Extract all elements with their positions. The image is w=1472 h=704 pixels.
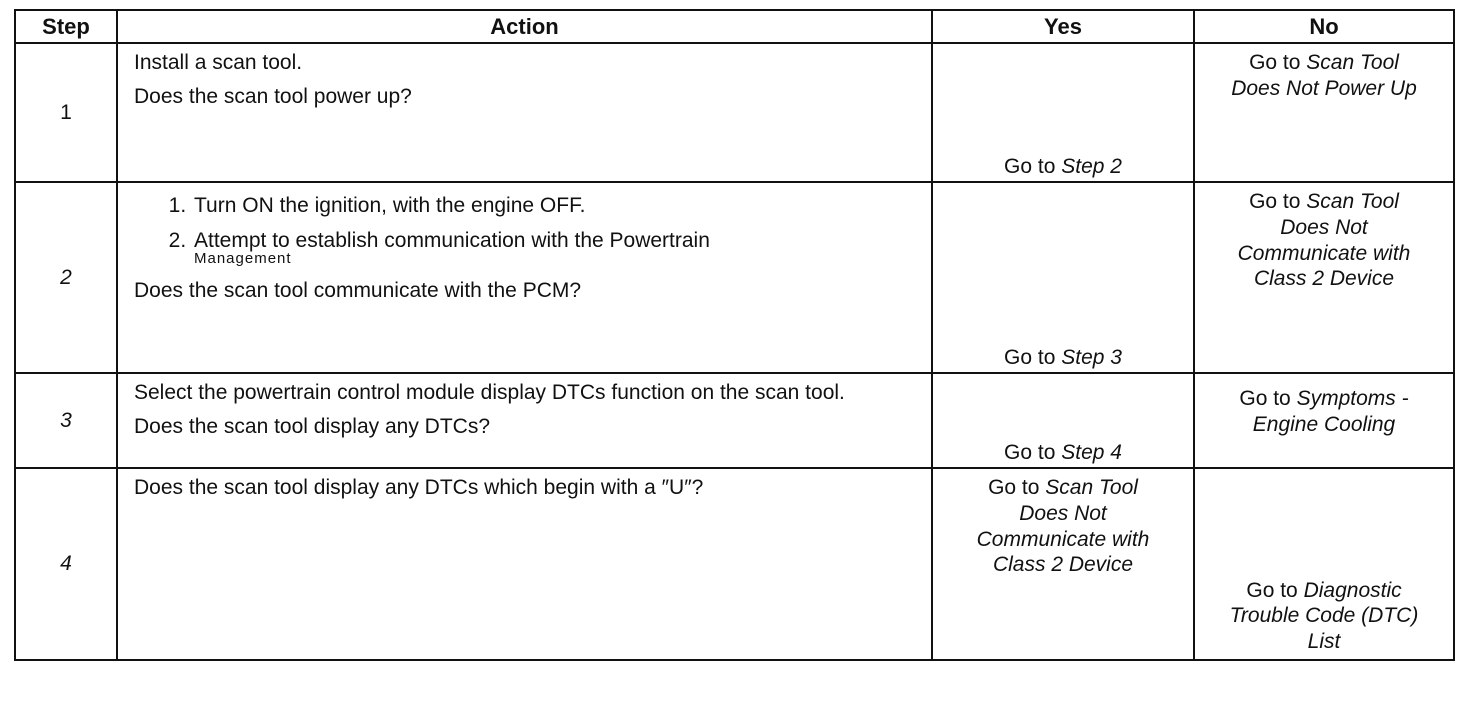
action-step: 1. Turn ON the ignition, with the engine OFF. [192,193,919,218]
action-cell [117,43,932,182]
header-no: No [1194,10,1454,43]
no-link[interactable] [1195,578,1453,655]
action-question: Does the scan tool power up? [134,85,412,109]
yes-prefix: Go to [1004,154,1056,178]
yes-link[interactable] [933,154,1193,179]
no-ref: Scan Tool [1306,51,1399,74]
no-cell [1194,373,1454,468]
no-prefix: Go to [1249,51,1301,74]
step-number: 4 [15,468,117,660]
action-cell [117,468,932,660]
no-ref: Scan Tool [1306,190,1399,213]
action-cell [117,182,932,373]
yes-link[interactable] [933,475,1193,578]
action-question: Does the scan tool display any DTCs which begin with a ″U″? [134,476,704,499]
no-link[interactable] [1195,189,1453,292]
action-question: Does the scan tool communicate with the PCM? [134,279,582,303]
yes-cell [932,43,1194,182]
action-text: Select the powertrain control module display DTCs function on the scan tool. [134,381,845,404]
yes-prefix: Go to [1004,345,1056,369]
yes-cell [932,182,1194,373]
action-question: Does the scan tool display any DTCs? [134,415,491,439]
header-step: Step [15,10,117,43]
no-ref: List [1307,630,1341,654]
yes-cell [932,468,1194,660]
header-yes: Yes [932,10,1194,43]
no-cell [1194,468,1454,660]
no-prefix: Go to [1239,387,1291,410]
table-row [15,43,1454,182]
yes-link[interactable] [933,440,1193,465]
step-number: 1 [15,43,117,182]
no-cell [1194,182,1454,373]
action-step [192,228,919,268]
no-prefix: Go to [1246,578,1298,602]
yes-cell [932,373,1194,468]
header-row [15,10,1454,43]
no-ref: Class 2 Device [1253,267,1395,291]
yes-prefix: Go to [988,476,1040,499]
no-prefix: Go to [1249,190,1301,213]
no-link[interactable] [1195,386,1453,438]
yes-link[interactable] [933,345,1193,370]
header-action: Action [117,10,932,43]
no-ref: Does Not Power Up [1231,76,1417,100]
no-ref: Diagnostic [1303,578,1402,602]
table-row [15,373,1454,468]
action-step-small-text: Management [194,250,292,268]
table-row [15,468,1454,660]
yes-ref: Class 2 Device [992,553,1134,577]
table-row [15,182,1454,373]
no-ref: Does Not [1280,215,1368,239]
yes-ref: Does Not [1019,501,1107,525]
no-ref: Communicate with [1237,241,1411,265]
no-cell [1194,43,1454,182]
no-link[interactable] [1195,50,1453,102]
yes-ref: Step 3 [1061,345,1122,369]
yes-ref: Step 2 [1061,154,1122,178]
step-number: 2 [15,182,117,373]
action-step-text: Attempt to establish communication with the Powertrain [194,229,710,253]
yes-ref: Scan Tool [1045,476,1138,499]
no-ref: Trouble Code (DTC) [1229,604,1419,628]
yes-ref: Step 4 [1061,440,1122,464]
yes-ref: Communicate with [976,527,1150,551]
action-steps-list [134,193,919,268]
diagnostic-table [14,9,1455,661]
action-cell [117,373,932,468]
step-number: 3 [15,373,117,468]
no-ref: Symptoms - [1296,387,1409,410]
yes-prefix: Go to [1004,440,1056,464]
no-ref: Engine Cooling [1252,412,1396,436]
action-text: Install a scan tool. [134,51,303,74]
